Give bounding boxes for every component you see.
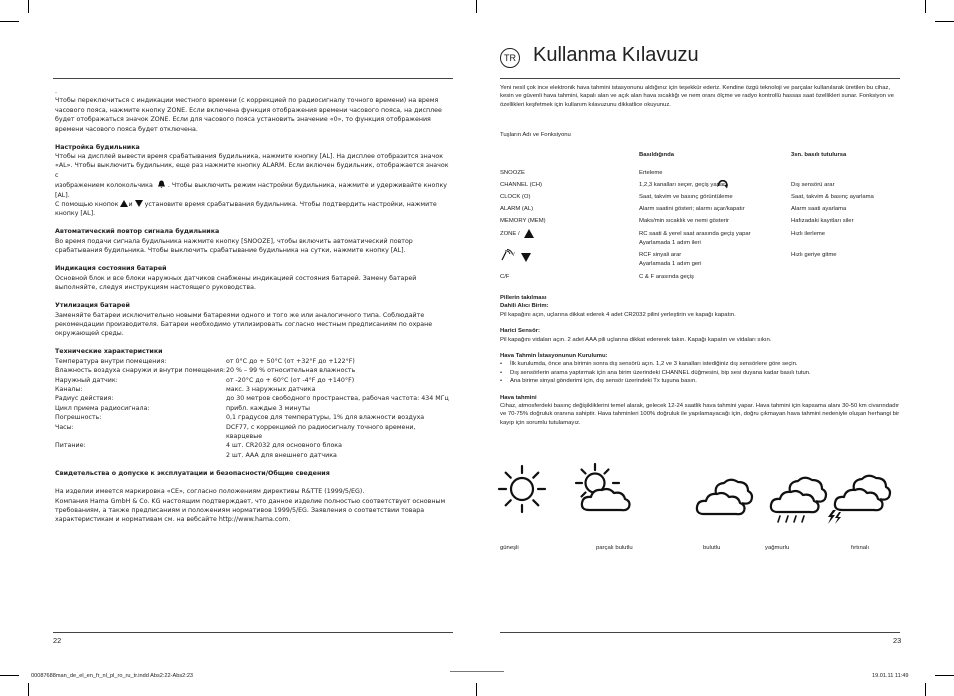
forecast-heading: Hava tahmini (500, 394, 537, 401)
spec-value: макс. 3 наружных датчика (226, 385, 316, 393)
keys-header-row (500, 151, 900, 163)
spec-row (55, 423, 451, 442)
spec-row (55, 441, 451, 450)
key-press: RC saati & yerel saat arasında geçiş yapar (639, 231, 751, 237)
alarm-text: и (128, 201, 133, 209)
spec-value: от 0°C до + 50°C (от +32°F до +122°F) (226, 357, 355, 365)
top-rule-right (500, 78, 900, 79)
key-press: Erteleme (639, 170, 663, 176)
spec-row (55, 394, 451, 403)
key-press: Maks/min sıcaklık ve nemi gösterir (639, 218, 730, 224)
keys-table (500, 151, 900, 291)
batteries-section (500, 294, 900, 427)
rainy-icon (766, 472, 828, 524)
key-hold: Saat, takvim & basınç ayarlama (791, 194, 874, 200)
key-row (500, 169, 900, 181)
key-name: CHANNEL (CH) (500, 182, 542, 188)
battery-disposal-heading: Утилизация батарей (55, 302, 130, 310)
setup-heading: Hava Tahmin İstasyonunun Kurulumu: (500, 353, 608, 360)
alarm-line: кнопку [AL]. (55, 210, 96, 218)
key-name: ALARM (AL) (500, 206, 534, 212)
spec-row (55, 413, 451, 422)
key-name: MEMORY (MEM) (500, 218, 546, 224)
spec-row (55, 357, 451, 366)
crop-mark (935, 675, 954, 676)
cert-paragraph: На изделии имеется маркировка «CE», согласно положениям директивы R&TTE (1999/5/EG). (55, 488, 365, 496)
spec-key: Влажность воздуха снаружи и внутри помещения: (55, 367, 226, 375)
outdoor-heading: Harici Sensör: (500, 328, 540, 335)
page-number-right: 23 (893, 636, 902, 645)
spec-key: Питание: (55, 442, 86, 450)
key-hold: Hızlı ilerleme (791, 231, 826, 237)
fold-mark (450, 671, 504, 672)
triangle-down-icon (135, 200, 143, 207)
specs-table (55, 357, 451, 460)
key-row (500, 181, 900, 193)
spec-key: Каналы: (55, 385, 83, 393)
key-name: SNOOZE (500, 170, 525, 176)
spec-key: Часы: (55, 423, 74, 431)
alarm-text: . Чтобы выключить режим настройки будильника, нажмите и удерживайте кнопку [AL]. (55, 182, 448, 199)
list-item-text: Ana birime sinyal gönderimi için, dış sensör üzerindeki Tx tuşuna basın. (510, 378, 697, 385)
bell-icon (157, 180, 166, 188)
key-name: ZONE / (500, 231, 520, 237)
print-date: 19.01.11 11:49 (872, 673, 909, 679)
key-hold: Dış sensörü arar (791, 182, 835, 188)
language-badge: TR (500, 48, 520, 68)
key-press: RCF sinyali arar (639, 252, 682, 258)
indoor-heading: Dahili Alıcı Birim: (500, 303, 549, 310)
crop-mark (476, 683, 477, 696)
key-press: Alarm saatini gösteri; alarmı açar/kapatır (639, 206, 745, 212)
cert-heading: Свидетельства о допуске к эксплуатации и безопасности/Общие сведения (55, 469, 330, 477)
snooze-heading: Автоматический повтор сигнала будильника (55, 228, 220, 236)
key-row (500, 205, 900, 217)
spec-value: 4 шт. CR2032 для основного блока (226, 442, 342, 450)
crop-mark (28, 0, 29, 13)
key-name: / (513, 252, 515, 258)
forecast-text: Cihaz, atmosferdeki basınç değişikliklerini temel alarak, gelecek 12-24 saatlik hava tahmini yapar. Hava tahmini için kapsama alanı 30-50 km civarındadır ve 70-75% doğruluk oranına sahiptir. Hava tahminleri 100% doğruluk ile yapılamayacağı için, doğru çıkmayan hava tahmini nedeniyle oluşan herhangi bir kayıp için sorumlu tutulamayız. (500, 403, 900, 426)
alarm-heading: Настройка будильника (55, 143, 140, 151)
key-press: Ayarlamada 1 adım geri (639, 260, 702, 267)
crop-mark (0, 675, 19, 676)
key-press: Ayarlamada 1 adım ileri (639, 239, 701, 246)
key-hold: Hızlı geriye gitme (791, 252, 837, 258)
triangle-down-icon (521, 253, 531, 262)
crop-mark (28, 683, 29, 696)
spec-row (55, 385, 451, 394)
list-item: • Dış sensörlerin arama yaptırmak için ana birim üzerindeki CHANNEL düğmesini, bip sesi duyana kadar basılı tutun. (500, 369, 811, 376)
spec-key: Погрешность: (55, 414, 102, 422)
key-row (500, 193, 900, 205)
cert-paragraph: Компания Hama GmbH & Co. KG настоящим подтверждает, что данное изделие полностью соответствует основным требованиям, а также предписаниям и положениям нормативов 1999/5/EG. Заявления о соответствии товара характеристикам и нормативам см. на вебсайте http://www.hama.com. (55, 497, 446, 524)
spec-value: до 30 метров свободного пространства, рабочая частота: 434 МГц (226, 395, 449, 403)
crop-mark (0, 21, 19, 22)
crop-mark (925, 683, 926, 696)
weather-label-stormy: fırtınalı (851, 545, 870, 551)
batteries-heading: Pillerin takılması (500, 295, 547, 301)
partly-cloudy-icon (571, 462, 633, 520)
spec-value: 0,1 градусов для температуры, 1% для влажности воздуха (226, 414, 425, 422)
cycle-arrow-icon (717, 180, 729, 190)
specs-heading: Технические характеристики (55, 348, 163, 356)
indoor-text: Pil kapağını açın, uçlarına dikkat ederek 4 adet CR2032 pilini yerleştirin ve kapağı kapatın. (500, 311, 736, 318)
spec-key: Радиус действия: (55, 395, 114, 403)
sunny-icon (497, 464, 547, 514)
alarm-text: С помощью кнопок (55, 201, 119, 209)
zone-paragraph: Чтобы переключиться с индикации местного времени (с коррекцией по радиосигналу точного времени) на время часового пояса, нажмите кнопку ZONE. Если включена функция отображения времени часового пояса, на дисплее будет отображаться значок ZONE. Если для часового пояса установить значение «0», то функция отображения времени часового пояса будет отключена. (55, 97, 442, 133)
column-header-hold: 3sn. basılı tutulursa (791, 152, 847, 158)
intro-paragraph: Yeni nesil çok ince elektronik hava tahmini istasyonunu aldığınız için teşekkür ederiz. Kendine özgü teknoloji ve parçalar kullanılarak üretilen bu cihaz, kesin ve güvenli hava tahmini, kapalı alan ve açık alan hava sıcaklığı ve nem oranı ölçme ve radyo kontrollü hassas saat özellikleri sunar. Fonksiyon ve özellikleri keşfetmek için kullanım kılavuzunu dikkatlice okuyunuz. (500, 85, 894, 108)
key-row (500, 230, 900, 250)
weather-label-cloudy: bulutlu (703, 545, 721, 551)
spec-key: Цикл приема радиосигнала: (55, 404, 150, 412)
spec-value: 20 % – 99 % относительная влажность (226, 367, 356, 375)
column-header-press: Basıldığında (639, 152, 675, 158)
alarm-line: «AL». Чтобы выключить будильник, еще раз нажмите кнопку ALARM. Если включен будильник, отображается значок с (55, 162, 449, 179)
battery-status-paragraph: Основной блок и все блоки наружных датчиков снабжены индикацией состояния батарей. Замену батарей выполняйте, следуя инструкциям настоящего руководства. (55, 274, 417, 292)
alarm-line: Чтобы на дисплей вывести время срабатывания будильника, нажмите кнопку [AL]. На дисплее отобразится значок (55, 153, 443, 161)
stormy-icon (826, 470, 892, 526)
key-hold: Alarm saati ayarlama (791, 206, 847, 212)
crop-mark (925, 0, 926, 13)
list-item: • Ana birime sinyal gönderimi için, dış sensör üzerindeki Tx tuşuna basın. (500, 378, 697, 385)
bullet: . (55, 88, 58, 95)
spec-value: прибл. каждые 3 минуты (226, 404, 310, 412)
top-rule-left (53, 78, 453, 79)
alarm-line (55, 180, 451, 200)
list-item-text: Dış sensörlerin arama yaptırmak için ana birim üzerindeki CHANNEL düğmesini, bip sesi duyana kadar basılı tutun. (510, 369, 811, 376)
page-title: Kullanma Kılavuzu (533, 44, 699, 66)
battery-status-heading: Индикация состояния батарей (55, 265, 167, 273)
list-item: • İlk kurulumda, önce ana birimin sonra dış sensörü açın. 1,2 ve 3 kanalları istediğiniz dış sensörlere göre seçin. (500, 361, 798, 368)
spec-row (55, 366, 451, 375)
battery-disposal-paragraph: Заменяйте батареи исключительно новыми батареями одного и того же или аналогичного типа. Соблюдайте рекомендации производителя. Батареи необходимо утилизировать согласно местным предписаниям по охране окружающей среды. (55, 311, 433, 338)
weather-label-sunny: güneşli (500, 545, 519, 551)
spec-value: DCF77, с коррекцией по радиосигналу точного времени, кварцевые (226, 423, 416, 440)
keys-heading: Tuşların Adı ve Fonksiyonu (500, 132, 571, 138)
alarm-text: установите время срабатывания будильника. Чтобы подтвердить настройки, нажмите (144, 201, 437, 209)
weather-label-partly-cloudy: parçalı bulutlu (596, 545, 633, 551)
key-row (500, 273, 900, 285)
triangle-up-icon (524, 229, 534, 238)
spec-row (55, 376, 451, 385)
spec-key (55, 451, 226, 460)
spec-row (55, 451, 451, 460)
list-item-text: İlk kurulumda, önce ana birimin sonra dış sensörü açın. 1,2 ve 3 kanalları istediğiniz dış sensörlere göre seçin. (510, 361, 798, 368)
spec-value: 2 шт. AAA для внешнего датчика (226, 451, 337, 459)
file-slug: 00087688man_de_el_en_fr_nl_pl_ro_ru_tr.indd Abs2:22-Abs2:23 (31, 673, 194, 679)
snooze-paragraph: Во время подачи сигнала будильника нажмите кнопку [SNOOZE], чтобы включить автоматический повтор срабатывания будильника. Чтобы выключить срабатывание будильника на сутки, нажмите кнопку [AL]. (55, 237, 413, 255)
antenna-icon (500, 249, 513, 261)
spec-value: от -20°C до + 60°C (от -4°F до +140°F) (226, 376, 355, 384)
cloudy-icon (692, 474, 756, 518)
outdoor-text: Pil kapağını vidaları açın. 2 adet AAA pili uçlarına dikkat edererek takın. Kapağı kapatın ve vidaları sıkın. (500, 336, 772, 343)
bottom-rule-right (500, 632, 900, 633)
weather-label-rainy: yağmurlu (765, 545, 790, 551)
key-hold: Hafızadaki kayıtları siler (791, 218, 854, 224)
spec-row (55, 404, 451, 413)
key-press: C & F arasında geçiş (639, 274, 695, 280)
bottom-rule-left (53, 632, 453, 633)
spec-key: Наружный датчик: (55, 376, 118, 384)
key-press: 1,2,3 kanalları seçer, geçiş yapar (639, 182, 726, 188)
alarm-paragraph (55, 152, 451, 219)
page-number-left: 22 (53, 636, 62, 645)
crop-mark (476, 0, 477, 13)
key-name: C/F (500, 274, 510, 280)
setup-list (500, 360, 900, 385)
alarm-line (55, 200, 451, 209)
key-press: Saat, takvim ve basınç görüntüleme (639, 194, 733, 200)
key-row (500, 251, 900, 271)
key-row (500, 217, 900, 229)
left-page-content (55, 87, 451, 525)
alarm-text: изображением колокольчика (55, 182, 153, 190)
key-name: CLOCK (O) (500, 194, 531, 200)
crop-mark (935, 21, 954, 22)
spec-key: Температура внутри помещения: (55, 357, 167, 365)
